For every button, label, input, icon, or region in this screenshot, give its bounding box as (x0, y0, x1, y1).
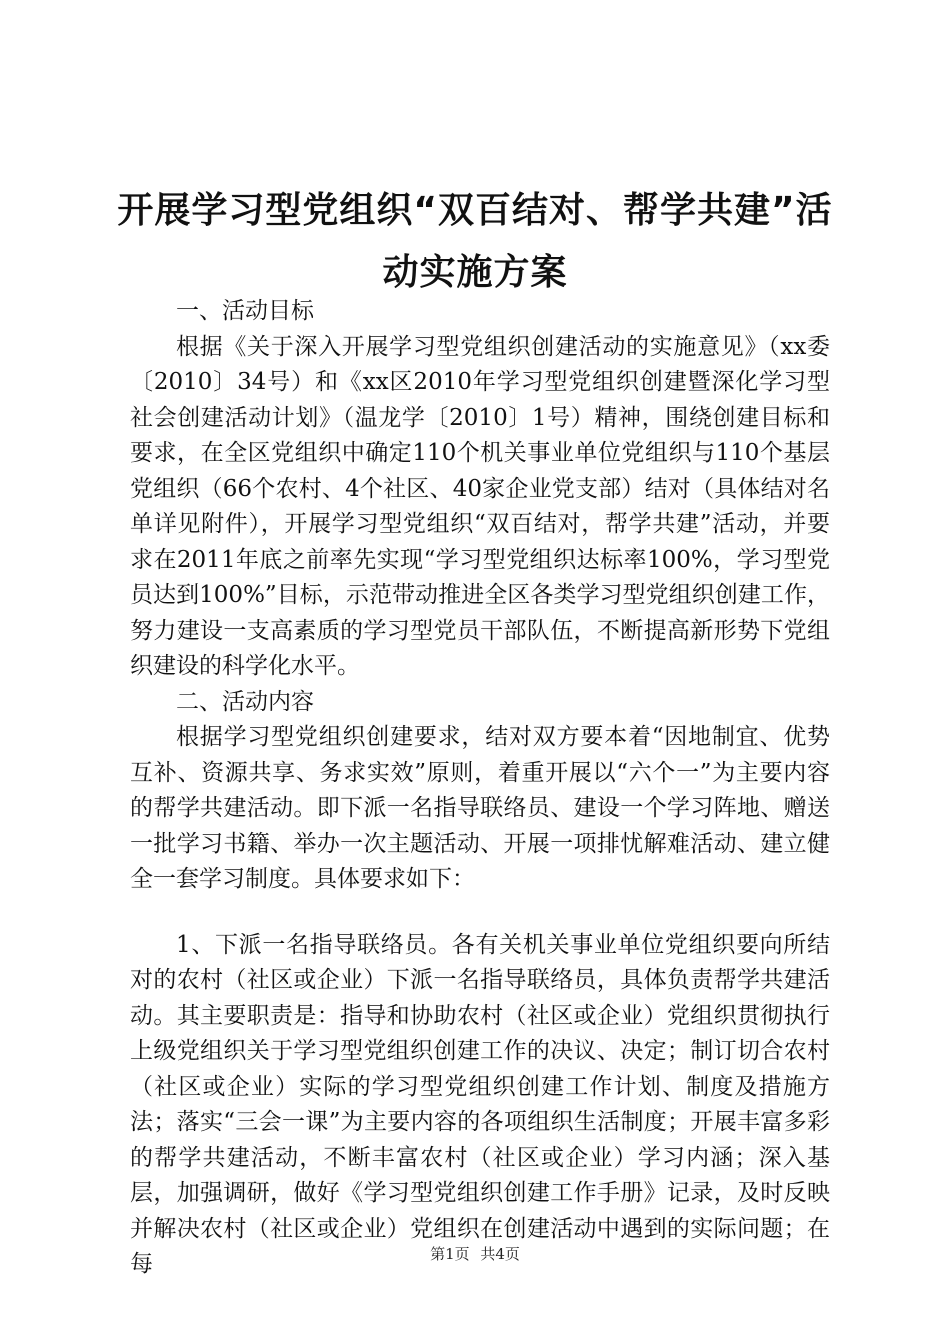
paragraph-content: 根据学习型党组织创建要求，结对双方要本着“因地制宜、优势互补、资源共享、务求实效”原则，着重开展以“六个一”为主要内容的帮学共建活动。即下派一名指导联络员、建设一个学习阵地、赠送一批学习书籍、举办一次主题活动、开展一项排忧解难活动、建立健全一套学习制度。具体要求如下： (130, 724, 830, 892)
document-title (100, 180, 850, 304)
title-line-2: 动实施方案 (382, 252, 568, 293)
paragraph-goal: 根据《关于深入开展学习型党组织创建活动的实施意见》（xx委〔2010〕34号）和《xx区2010年学习型党组织创建暨深化学习型社会创建活动计划》（温龙学〔2010〕1号）精神，围绕创建目标和要求，在全区党组织中确定110个机关事业单位党组织与110个基层党组织（66个农村、4个社区、40家企业党支部）结对（具体结对名单详见附件），开展学习型党组织“双百结对，帮学共建”活动，并要求在2011年底之前率先实现“学习型党组织达标率100%，学习型党员达到100%”目标，示范带动推进全区各类学习型党组织创建工作，努力建设一支高素质的学习型党员干部队伍，不断提高新形势下党组织建设的科学化水平。 (130, 333, 830, 679)
paragraph-item-1: 1、下派一名指导联络员。各有关机关事业单位党组织要向所结对的农村（社区或企业）下派一名指导联络员，具体负责帮学共建活动。其主要职责是：指导和协助农村（社区或企业）党组织贯彻执行上级党组织关于学习型党组织创建工作的决议、决定；制订切合农村（社区或企业）实际的学习型党组织创建工作计划、制度及措施方法；落实“三会一课”为主要内容的各项组织生活制度；开展丰富多彩的帮学共建活动，不断丰富农村（社区或企业）学习内涵；深入基层，加强调研，做好《学习型党组织创建工作手册》记录，及时反映并解决农村（社区或企业）党组织在创建活动中遇到的实际问题；在每 (130, 931, 830, 1277)
page-total: 共4页 (480, 1245, 520, 1263)
title-line-1: 开展学习型党组织“双百结对、帮学共建”活 (117, 190, 833, 231)
section-heading-goal: 一、活动目标 (176, 298, 314, 324)
document-body (130, 294, 830, 1283)
page-footer (0, 1244, 950, 1264)
page-number: 第1页 (430, 1245, 470, 1263)
section-heading-content: 二、活动内容 (176, 688, 314, 715)
